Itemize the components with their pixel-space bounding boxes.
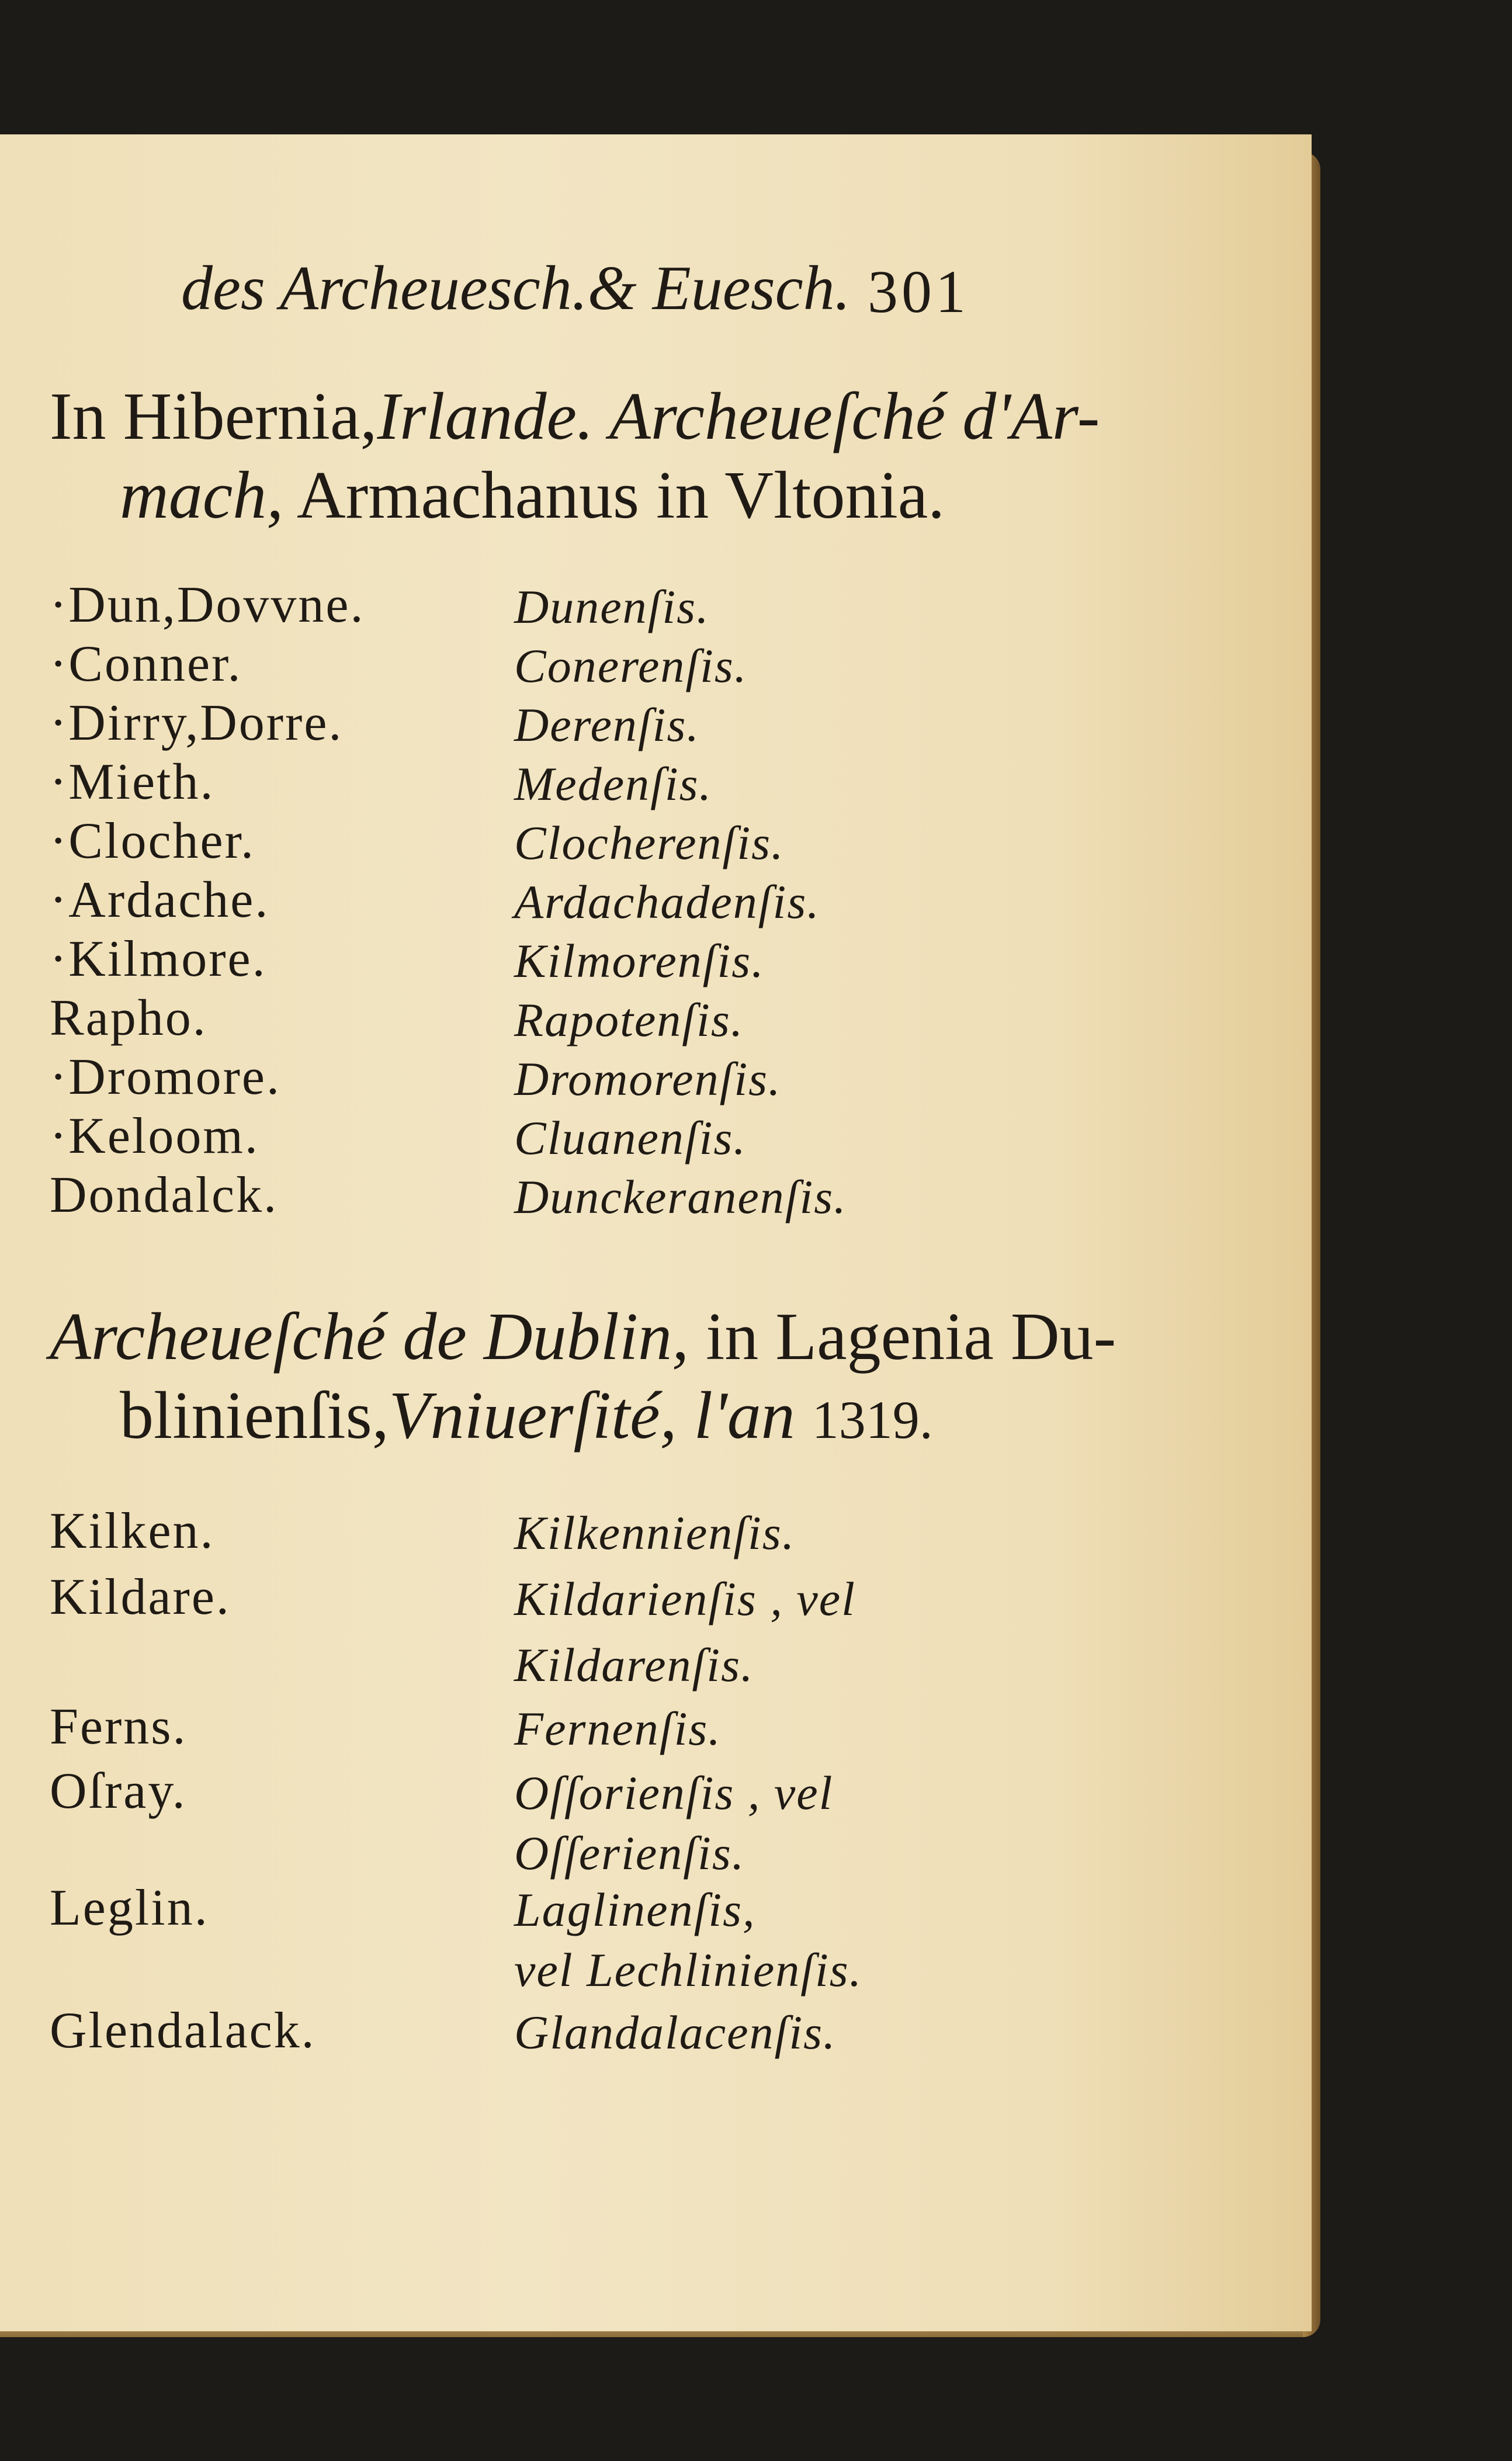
section1-heading-line1 <box>50 379 1100 454</box>
running-title: des Archeuesch.& Euesch. <box>181 254 851 323</box>
page-number: 301 <box>868 258 969 325</box>
diocese-name: Ferns. <box>50 1699 188 1755</box>
diocese-latin: Dromorenſis. <box>514 1052 782 1105</box>
diocese-latin: Medenſis. <box>514 757 713 810</box>
diocese-latin: Ardachadenſis. <box>514 875 820 928</box>
heading-roman-text: Armachanus in Vltonia. <box>296 458 945 533</box>
diocese-latin: Dunckeranenſis. <box>514 1170 847 1223</box>
diocese-latin: Rapotenſis. <box>514 993 744 1046</box>
heading-italic-text: Vniuerſité, l'an <box>389 1378 795 1453</box>
section2-heading-line1 <box>50 1299 1116 1374</box>
diocese-latin: Cluanenſis. <box>514 1111 747 1164</box>
diocese-name: Kildare. <box>50 1569 231 1625</box>
diocese-latin: Fernenſis. <box>514 1702 722 1755</box>
diocese-name: Oſray. <box>50 1763 187 1819</box>
diocese-name: ·Conner. <box>50 636 242 692</box>
diocese-latin: Kilkennienſis. <box>514 1506 796 1559</box>
section2-heading-line2 <box>120 1378 933 1453</box>
diocese-latin: Oſſerienſis. <box>514 1826 745 1880</box>
diocese-name: ·Kilmore. <box>50 931 267 987</box>
heading-year: 1319. <box>812 1390 933 1450</box>
heading-roman-text: in Lagenia Du- <box>706 1299 1116 1374</box>
diocese-latin: Clocherenſis. <box>514 816 785 869</box>
diocese-name: ·Ardache. <box>50 872 270 928</box>
diocese-name: Dondalck. <box>50 1167 279 1223</box>
diocese-name: Glendalack. <box>50 2002 316 2059</box>
diocese-latin: Conerenſis. <box>514 639 748 692</box>
diocese-latin: Oſſorienſis , vel <box>514 1766 834 1819</box>
diocese-name: ·Dromore. <box>50 1049 281 1105</box>
diocese-name: ·Dun,Dovvne. <box>50 577 365 633</box>
diocese-latin: Laglinenſis, <box>514 1883 756 1936</box>
diocese-latin: Derenſis. <box>514 698 700 751</box>
diocese-name: ·Dirry,Dorre. <box>50 695 344 751</box>
diocese-name: Leglin. <box>50 1880 209 1936</box>
diocese-latin: Kildarenſis. <box>514 1638 754 1691</box>
diocese-name: ·Mieth. <box>50 754 215 810</box>
heading-italic-text: Irlande. Archeueſché d'Ar- <box>377 379 1100 454</box>
diocese-latin: Glandalacenſis. <box>514 2006 837 2059</box>
diocese-name: Kilken. <box>50 1503 215 1559</box>
diocese-latin: Dunenſis. <box>514 580 710 633</box>
diocese-latin: vel Lechlinienſis. <box>514 1943 863 1996</box>
heading-roman-text: In Hibernia, <box>50 379 377 454</box>
section1-heading-line2 <box>120 458 945 533</box>
diocese-latin: Kildarienſis , vel <box>514 1572 856 1625</box>
diocese-name: ·Clocher. <box>50 813 256 869</box>
diocese-name: Rapho. <box>50 990 207 1046</box>
diocese-latin: Kilmorenſis. <box>514 934 765 987</box>
heading-italic-text: mach, <box>120 458 284 533</box>
heading-italic-text: Archeueſché de Dublin, <box>50 1299 689 1374</box>
heading-roman-text: blinienſis, <box>120 1378 389 1453</box>
diocese-name: ·Keloom. <box>50 1108 259 1164</box>
